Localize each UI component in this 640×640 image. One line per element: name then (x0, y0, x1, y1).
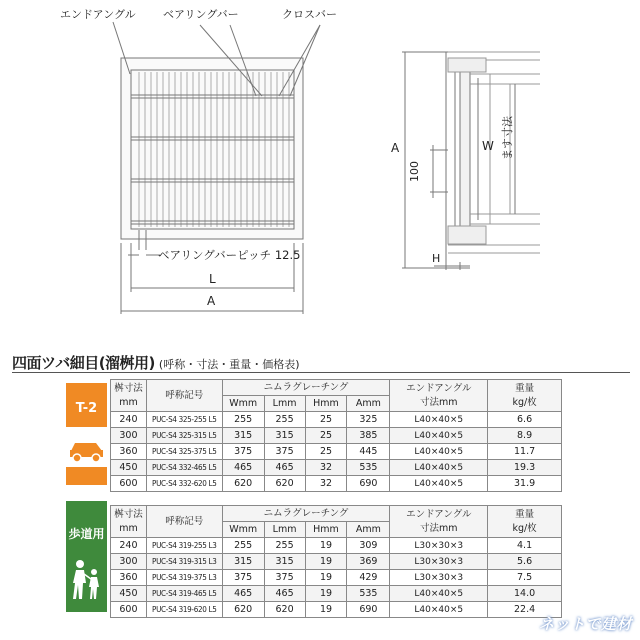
th-weight: 重量 kg/枚 (488, 506, 562, 538)
t2-badge-label: T-2 (75, 401, 98, 416)
th-w: Wmm (222, 522, 264, 538)
t2-spec-table (110, 379, 562, 492)
section-label-W: W (482, 139, 494, 153)
label-end-angle: エンドアングル (60, 8, 136, 21)
th-weight: 重量 kg/枚 (488, 380, 562, 412)
sidewalk-badge (66, 501, 107, 612)
section-view (402, 52, 540, 270)
watermark: ネットで建材 (538, 615, 632, 633)
th-h: Hmm (305, 396, 347, 412)
label-A: A (207, 294, 216, 308)
table-row: 300 PUC-S4 319-315 L3 315 315 19 369 L30×30×3 5.6 (111, 554, 562, 570)
label-cross-bar: クロスバー (282, 8, 337, 21)
section-label-100: 100 (408, 161, 421, 182)
th-grating: ニムラグレーチング (222, 506, 390, 522)
th-a: Amm (347, 522, 390, 538)
table-row: 600 PUC-S4 332-620 L5 620 620 32 690 L40×40×5 31.9 (111, 476, 562, 492)
table-row: 450 PUC-S4 319-465 L5 465 465 19 535 L40×40×5 14.0 (111, 586, 562, 602)
table-row: 600 PUC-S4 319-620 L5 620 620 19 690 L40×40×5 22.4 (111, 602, 562, 618)
section-label-H: H (432, 252, 441, 265)
th-h: Hmm (305, 522, 347, 538)
th-a: Amm (347, 396, 390, 412)
car-icon (66, 427, 107, 467)
table-row: 360 PUC-S4 319-375 L3 375 375 19 429 L30×30×3 7.5 (111, 570, 562, 586)
th-code: 呼称記号 (146, 506, 222, 538)
table-row: 240 PUC-S4 325-255 L5 255 255 25 325 L40×40×5 6.6 (111, 412, 562, 428)
th-l: Lmm (264, 522, 305, 538)
th-w: Wmm (222, 396, 264, 412)
heading-subtitle: (呼称・寸法・重量・価格表) (158, 358, 300, 371)
sidewalk-spec-table (110, 505, 562, 618)
section-label-box: ます寸法 (501, 116, 514, 160)
table-row: 360 PUC-S4 325-375 L5 375 375 25 445 L40×40×5 11.7 (111, 444, 562, 460)
t2-badge (66, 383, 107, 485)
th-box: 桝寸法 mm (111, 380, 147, 412)
section-heading (12, 352, 630, 373)
th-box: 桝寸法 mm (111, 506, 147, 538)
th-l: Lmm (264, 396, 305, 412)
sidewalk-badge-label: 歩道用 (68, 527, 105, 541)
label-L: L (209, 272, 216, 286)
th-grating: ニムラグレーチング (222, 380, 390, 396)
label-bearing-bar: ベアリングバー (163, 8, 239, 21)
th-code: 呼称記号 (146, 380, 222, 412)
table-row: 240 PUC-S4 319-255 L3 255 255 19 309 L30×30×3 4.1 (111, 538, 562, 554)
th-angle: エンドアングル 寸法mm (390, 506, 488, 538)
table-row: 300 PUC-S4 325-315 L5 315 315 25 385 L40×40×5 8.9 (111, 428, 562, 444)
th-angle: エンドアングル 寸法mm (390, 380, 488, 412)
label-pitch: ベアリングバーピッチ 12.5 (158, 248, 301, 262)
plan-outer-frame (121, 58, 303, 239)
heading-title: 四面ツバ細目(溜桝用) (12, 354, 155, 372)
table-row: 450 PUC-S4 332-465 L5 465 465 32 535 L40×40×5 19.3 (111, 460, 562, 476)
section-label-A: A (391, 141, 400, 155)
pedestrian-icon (66, 557, 107, 601)
